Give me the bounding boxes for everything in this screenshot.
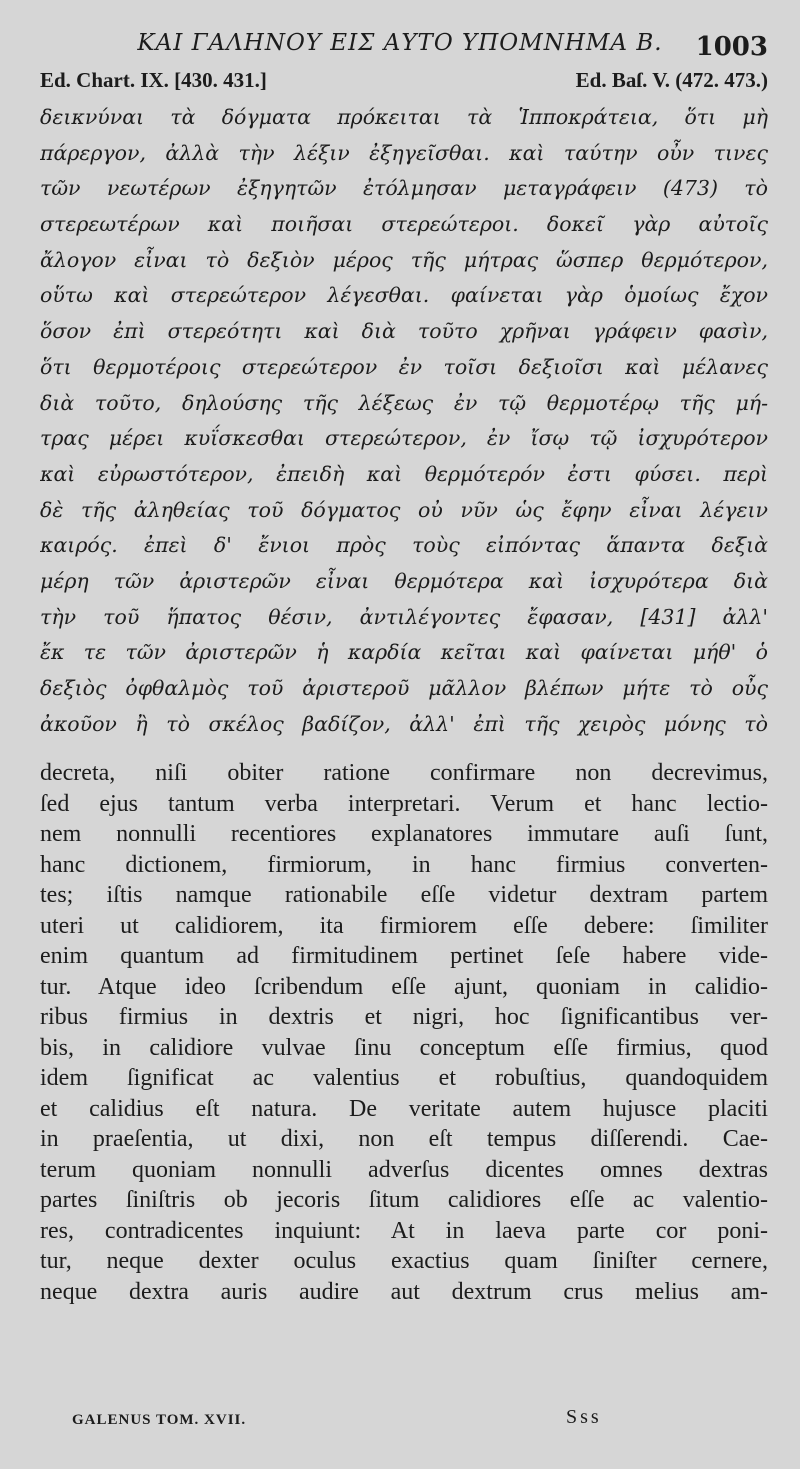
latin-line: neque dextra auris audire aut dextrum crus melius am- [40, 1278, 768, 1305]
latin-line: in praeſentia, ut dixi, non eſt tempus diſſerendi. Cae- [40, 1126, 768, 1152]
greek-line: ὅσον ἐπὶ στερεότητι καὶ διὰ τοῦτο χρῆναι γράφειν φασὶν, [40, 319, 768, 344]
greek-line: δεικνύναι τὰ δόγματα πρόκειται τὰ Ἱπποκράτεια, ὅτι μὴ [40, 105, 768, 129]
greek-line: ὅτι θερμοτέροις στερεώτερον ἐν τοῖσι δεξιοῖσι καὶ μέλανες [40, 354, 768, 379]
latin-line: tur. Atque ideo ſcribendum eſſe ajunt, quoniam in calidio- [40, 973, 768, 1000]
latin-line: et calidius eſt natura. De veritate autem hujusce placiti [40, 1095, 768, 1122]
greek-line: τῶν νεωτέρων ἐξηγητῶν ἐτόλμησαν μεταγράφειν (473) τὸ [40, 176, 768, 201]
greek-line: στερεωτέρων καὶ ποιῆσαι στερεώτεροι. δοκεῖ γὰρ αὐτοῖς [40, 212, 768, 237]
latin-line: tes; iſtis namque rationabile eſſe videtur dextram partem [40, 882, 768, 908]
greek-line: δεξιὸς ὀφθαλμὸς τοῦ ἀριστεροῦ μᾶλλον βλέπων μήτε τὸ οὖς [40, 676, 768, 700]
latin-line: partes ſiniſtris ob jecoris ſitum calidiores eſſe ac valentio- [40, 1187, 768, 1213]
greek-line: πάρεργον, ἀλλὰ τὴν λέξιν ἐξηγεῖσθαι. καὶ ταύτην οὖν τινες [40, 140, 768, 165]
greek-line: καιρός. ἐπεὶ δ' ἔνιοι πρὸς τοὺς εἰπόντας ἅπαντα δεξιὰ [40, 533, 768, 558]
greek-line: δὲ τῆς ἀληθείας τοῦ δόγματος οὐ νῦν ὡς ἔφην εἶναι λέγειν [40, 497, 768, 522]
edition-chart-ref: Ed. Chart. IX. [430. 431.] [40, 68, 267, 92]
greek-text-block [40, 100, 768, 742]
edition-reference-line [40, 68, 768, 98]
latin-line: uteri ut calidiorem, ita firmiorem eſſe debere: ſimiliter [40, 912, 768, 939]
latin-line: ribus firmius in dextris et nigri, hoc ſignificantibus ver- [40, 1004, 768, 1030]
latin-line: nem nonnulli recentiores explanatores immutare auſi ſunt, [40, 821, 768, 847]
latin-line: idem ſignificat ac valentius et robuſtius, quandoquidem [40, 1065, 768, 1091]
latin-line: ſed ejus tantum verba interpretari. Verum et hanc lectio- [40, 790, 768, 817]
latin-line: decreta, niſi obiter ratione confirmare non decrevimus, [40, 760, 768, 786]
greek-line: μέρη τῶν ἀριστερῶν εἶναι θερμότερα καὶ ἰσχυρότερα διὰ [40, 568, 768, 593]
greek-line: καὶ εὐρωστότερον, ἐπειδὴ καὶ θερμότερόν ἐστι φύσει. περὶ [40, 461, 768, 486]
latin-line: enim quantum ad firmitudinem pertinet ſeſe habere vide- [40, 943, 768, 969]
greek-line: οὕτω καὶ στερεώτερον λέγεσθαι. φαίνεται γὰρ ὁμοίως ἔχον [40, 283, 768, 308]
greek-line: διὰ τοῦτο, δηλούσης τῆς λέξεως ἐν τῷ θερμοτέρῳ τῆς μή- [40, 390, 768, 415]
latin-text-block [40, 758, 768, 1307]
page-number: 1003 [695, 32, 768, 62]
latin-line: hanc dictionem, firmiorum, in hanc firmius converten- [40, 851, 768, 878]
latin-line: res, contradicentes inquiunt: At in laeva parte cor poni- [40, 1217, 768, 1244]
greek-line: ἀκοῦον ἢ τὸ σκέλος βαδίζον, ἀλλ' ἐπὶ τῆς χειρὸς μόνης τὸ [40, 711, 768, 736]
signature-mark-left: GALENUS TOM. XVII. [72, 1412, 247, 1428]
latin-line: terum quoniam nonnulli adverſus dicentes omnes dextras [40, 1156, 768, 1183]
latin-line: bis, in calidiore vulvae ſinu conceptum eſſe firmius, quod [40, 1034, 768, 1061]
greek-line: ἔκ τε τῶν ἀριστερῶν ἡ καρδία κεῖται καὶ φαίνεται μήθ' ὁ [40, 640, 768, 665]
running-title: ΚΑΙ ΓΑΛΗΝΟΥ ΕΙΣ ΑΥΤΟ ΥΠΟΜΝΗΜΑ Β. [137, 30, 663, 56]
signature-mark-right: Sss [566, 1406, 602, 1428]
greek-line: τρας μέρει κυΐσκεσθαι στερεώτερον, ἐν ἴσῳ τῷ ἰσχυρότερον [40, 426, 768, 451]
latin-line: tur, neque dexter oculus exactius quam ſiniſter cernere, [40, 1248, 768, 1274]
greek-line: τὴν τοῦ ἥπατος θέσιν, ἀντιλέγοντες ἔφασαν, [431] ἀλλ' [40, 604, 768, 629]
edition-basel-ref: Ed. Baſ. V. (472. 473.) [575, 68, 768, 92]
greek-line: ἄλογον εἶναι τὸ δεξιὸν μέρος τῆς μήτρας ὥσπερ θερμότερον, [40, 247, 768, 272]
